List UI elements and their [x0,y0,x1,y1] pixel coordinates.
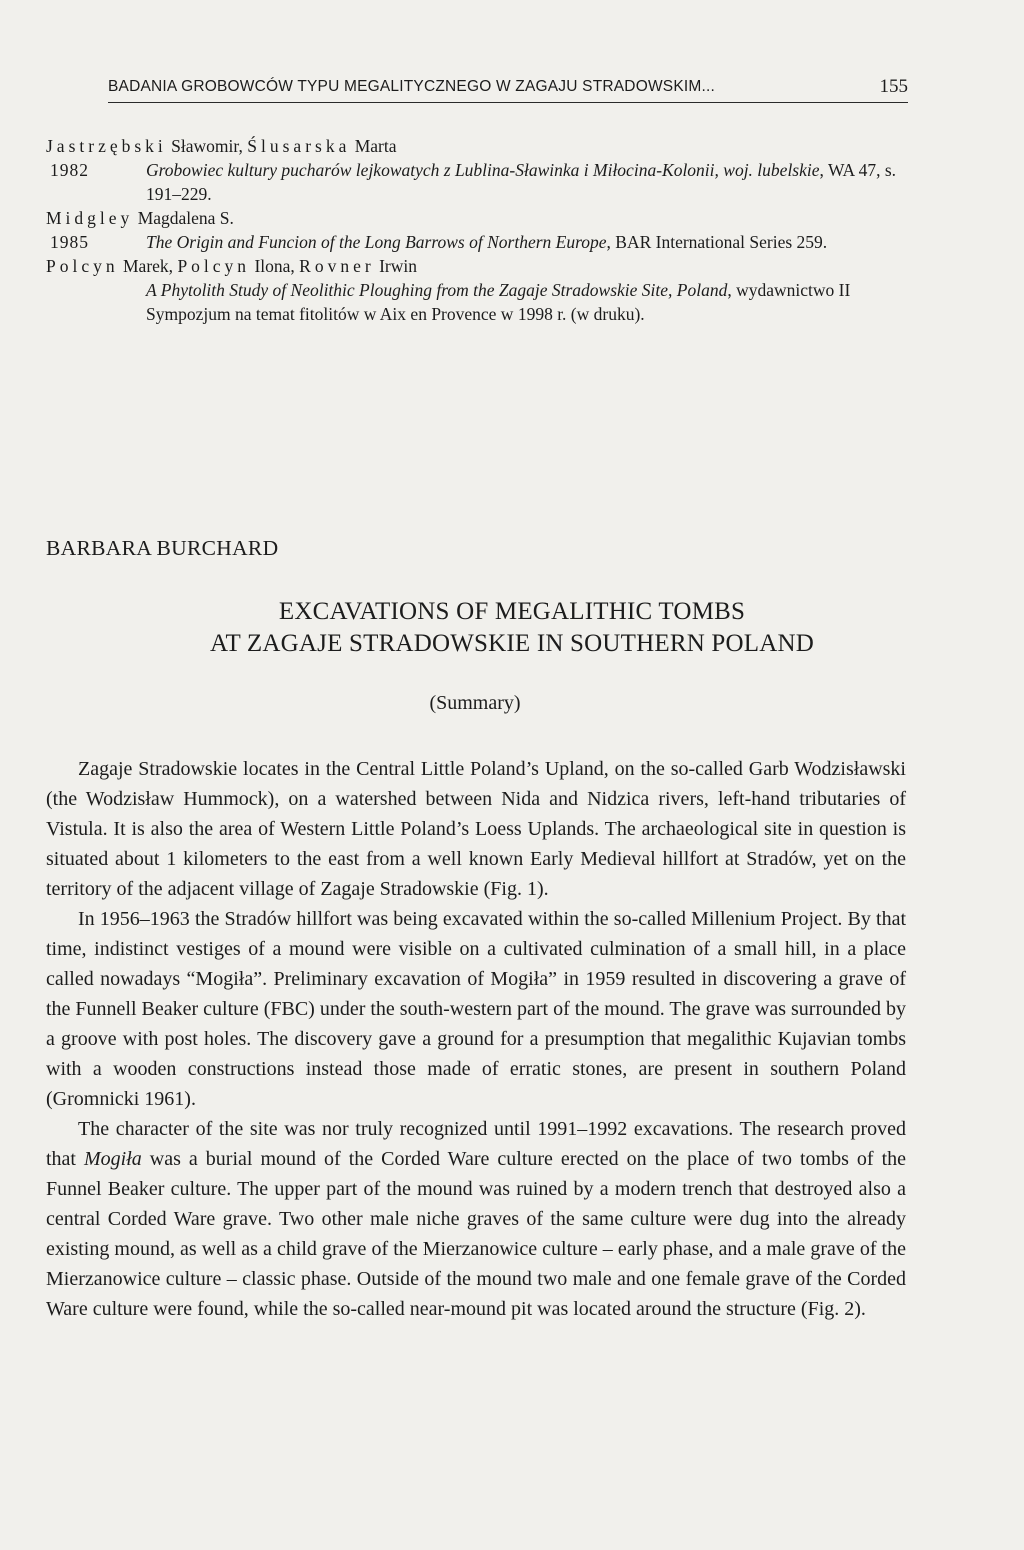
author-given: Magdalena S. [133,208,234,228]
article-body [46,754,906,1324]
reference-year: 1985 [50,232,89,252]
paragraph: Zagaje Stradowskie locates in the Central Little Poland’s Upland, on the so-called Garb Wodzisławski (the Wodzisław Hummock), on a watershed between Nida and Nidzica rivers, left-hand tributaries of Vistula. It is also the area of Western Little Poland’s Loess Uplands. The archaeological site in question is situated about 1 kilometers to the east from a well known Early Medieval hillfort at Stradów, yet on the territory of the adjacent village of Zagaje Stradowskie (Fig. 1). [46,758,906,900]
author-given: Marta [350,136,397,156]
reference-title: Grobowiec kultury pucharów lejkowatych z Lublina-Sławinka i Miłocina-Kolonii, woj. lubelskie [146,160,820,180]
references-list [46,134,912,326]
title-line: EXCAVATIONS OF MEGALITHIC TOMBS [278,598,746,625]
title-line: AT ZAGAJE STRADOWSKIE IN SOUTHERN POLAND [209,630,815,657]
author-surname: Polcyn [177,256,251,276]
reference-details: , BAR International Series 259. [606,232,828,252]
reference-authors [46,206,912,230]
paragraph-text: The character of the site was nor truly recognized until 1991–1992 excavations. The research proved that [46,1118,906,1170]
author-given: Ilona, [250,256,300,276]
author-given: Irwin [374,256,417,276]
article-title [0,596,1024,660]
reference-entry [46,158,912,206]
reference-authors [46,134,912,158]
author-surname: Polcyn [46,256,119,276]
author-given: Marek, [118,256,178,276]
page-number: 155 [879,76,908,97]
reference-year: 1982 [50,160,89,180]
author-surname: Ślusarska [247,136,351,156]
reference-authors [46,254,912,278]
reference-details: , wydawnictwo II Sympozjum na temat fitolitów w Aix en Provence w 1998 r. (w druku). [146,280,851,324]
paragraph-text: was a burial mound of the Corded Ware culture erected on the place of two tombs of the Funnel Beaker culture. The upper part of the mound was ruined by a modern trench that destroyed also a central Corded Ware grave. Two other male niche graves of the same culture were dug into the already existing mound, as well as a child grave of the Mierzanowice culture – early phase, and a male grave of the Mierzanowice culture – classic phase. Outside of the mound two male and one female grave of the Corded Ware culture were found, while the so-called near-mound pit was located around the structure (Fig. 2). [46,1148,906,1320]
italic-term: Mogiła [84,1148,142,1170]
author-surname: Rovner [299,256,375,276]
author-given: Sławomir, [166,136,248,156]
reference-title: A Phytolith Study of Neolithic Ploughing from the Zagaje Stradowskie Site, Poland [146,280,728,300]
paragraph: In 1956–1963 the Stradów hillfort was being excavated within the so-called Millenium Project. By that time, indistinct vestiges of a mound were visible on a cultivated culmination of a small hill, in a place called nowadays “Mogiła”. Preliminary excavation of Mogiła” in 1959 resulted in discovering a grave of the Funnell Beaker culture (FBC) under the south-western part of the mound. The grave was surrounded by a groove with post holes. The discovery gave a ground for a presumption that megalithic Kujavian tombs with a wooden constructions instead those made of erratic stones, are present in southern Poland (Gromnicki 1961). [46,908,906,1110]
summary-label: (Summary) [429,692,521,714]
author-surname: Midgley [46,208,134,228]
running-title: BADANIA GROBOWCÓW TYPU MEGALITYCZNEGO W ZAGAJU STRADOWSKIM... [108,78,715,95]
reference-details: , WA 47, s. 191–229. [146,160,897,204]
article-author: BARBARA BURCHARD [46,536,279,560]
reference-entry [46,278,912,326]
reference-entry [46,230,912,254]
running-header [108,76,908,103]
paragraph [46,1114,906,1324]
reference-title: The Origin and Funcion of the Long Barrows of Northern Europe [146,232,607,252]
author-surname: Jastrzębski [46,136,167,156]
